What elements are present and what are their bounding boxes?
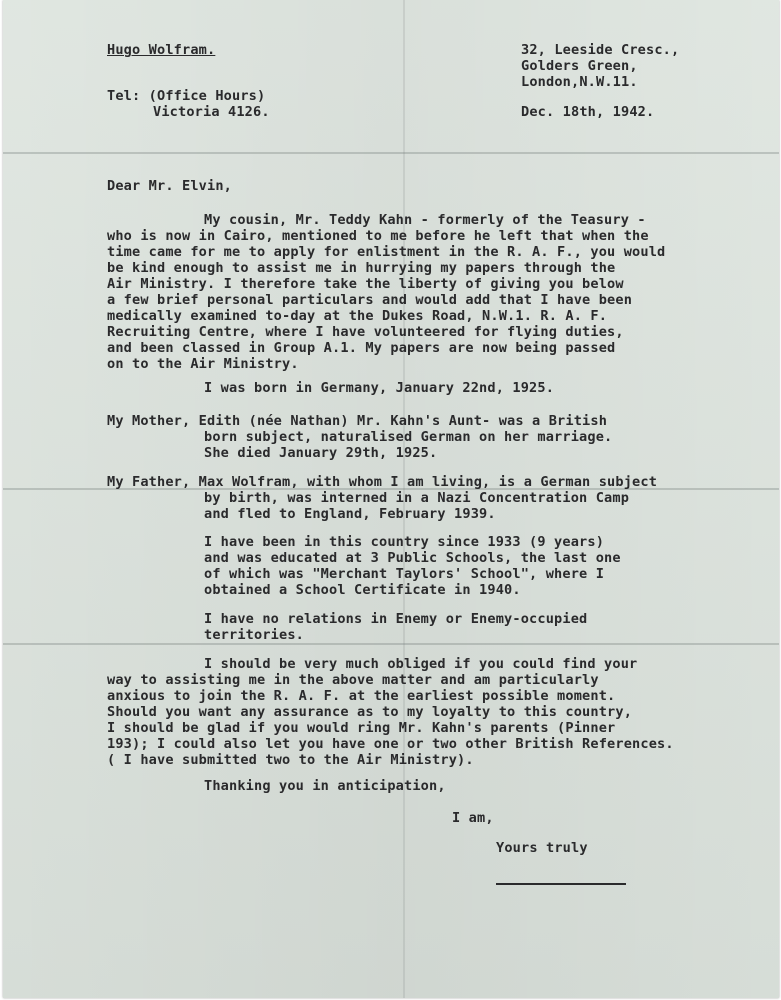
address-line: Golders Green,	[521, 58, 638, 74]
sender-name: Hugo Wolfram.	[107, 42, 216, 58]
body-line: My Father, Max Wolfram, with whom I am living, is a German subject	[107, 474, 658, 490]
address-line: 32, Leeside Cresc.,	[521, 42, 680, 58]
letter-page	[3, 0, 779, 998]
body-line: Recruiting Centre, where I have volunteered for flying duties,	[107, 324, 624, 340]
closing-i-am: I am,	[452, 810, 494, 826]
body-line: 193); I could also let you have one or two other British References.	[107, 736, 674, 752]
closing-yours: Yours truly	[496, 840, 588, 856]
body-line: Should you want any assurance as to my loyalty to this country,	[107, 704, 633, 720]
body-line: ( I have submitted two to the Air Ministry).	[107, 752, 474, 768]
telephone-number: Victoria 4126.	[153, 104, 270, 120]
body-line: obtained a School Certificate in 1940.	[204, 582, 521, 598]
body-line: be kind enough to assist me in hurrying my papers through the	[107, 260, 616, 276]
signature-line	[496, 883, 626, 885]
body-line: born subject, naturalised German on her marriage.	[204, 429, 613, 445]
body-line: by birth, was interned in a Nazi Concentration Camp	[204, 490, 630, 506]
body-line: I have been in this country since 1933 (9 years)	[204, 534, 605, 550]
telephone-label: Tel: (Office Hours)	[107, 88, 266, 104]
address-line: London,N.W.11.	[521, 74, 638, 90]
letter-date: Dec. 18th, 1942.	[521, 104, 655, 120]
thanks-line: Thanking you in anticipation,	[204, 778, 446, 794]
body-line: My Mother, Edith (née Nathan) Mr. Kahn's Aunt- was a British	[107, 413, 608, 429]
body-line: way to assisting me in the above matter and am particularly	[107, 672, 599, 688]
body-line: medically examined to-day at the Dukes Road, N.W.1. R. A. F.	[107, 308, 608, 324]
body-line: I have no relations in Enemy or Enemy-occupied	[204, 611, 588, 627]
body-line: I should be very much obliged if you could find your	[204, 656, 638, 672]
body-line: of which was "Merchant Taylors' School", where I	[204, 566, 605, 582]
body-line: territories.	[204, 627, 305, 643]
body-line: She died January 29th, 1925.	[204, 445, 438, 461]
body-line: and fled to England, February 1939.	[204, 506, 496, 522]
body-line: I should be glad if you would ring Mr. Kahn's parents (Pinner	[107, 720, 616, 736]
body-line: on to the Air Ministry.	[107, 356, 299, 372]
body-line: anxious to join the R. A. F. at the earliest possible moment.	[107, 688, 616, 704]
salutation: Dear Mr. Elvin,	[107, 178, 233, 194]
body-line: and was educated at 3 Public Schools, the last one	[204, 550, 621, 566]
body-line: Air Ministry. I therefore take the liberty of giving you below	[107, 276, 624, 292]
body-line: My cousin, Mr. Teddy Kahn - formerly of the Teasury -	[204, 212, 646, 228]
body-line: a few brief personal particulars and would add that I have been	[107, 292, 633, 308]
body-line: who is now in Cairo, mentioned to me before he left that when the	[107, 228, 649, 244]
fold-crease	[3, 152, 779, 154]
body-line: I was born in Germany, January 22nd, 1925.	[204, 380, 555, 396]
body-line: and been classed in Group A.1. My papers are now being passed	[107, 340, 616, 356]
fold-crease	[3, 643, 779, 645]
body-line: time came for me to apply for enlistment in the R. A. F., you would	[107, 244, 666, 260]
